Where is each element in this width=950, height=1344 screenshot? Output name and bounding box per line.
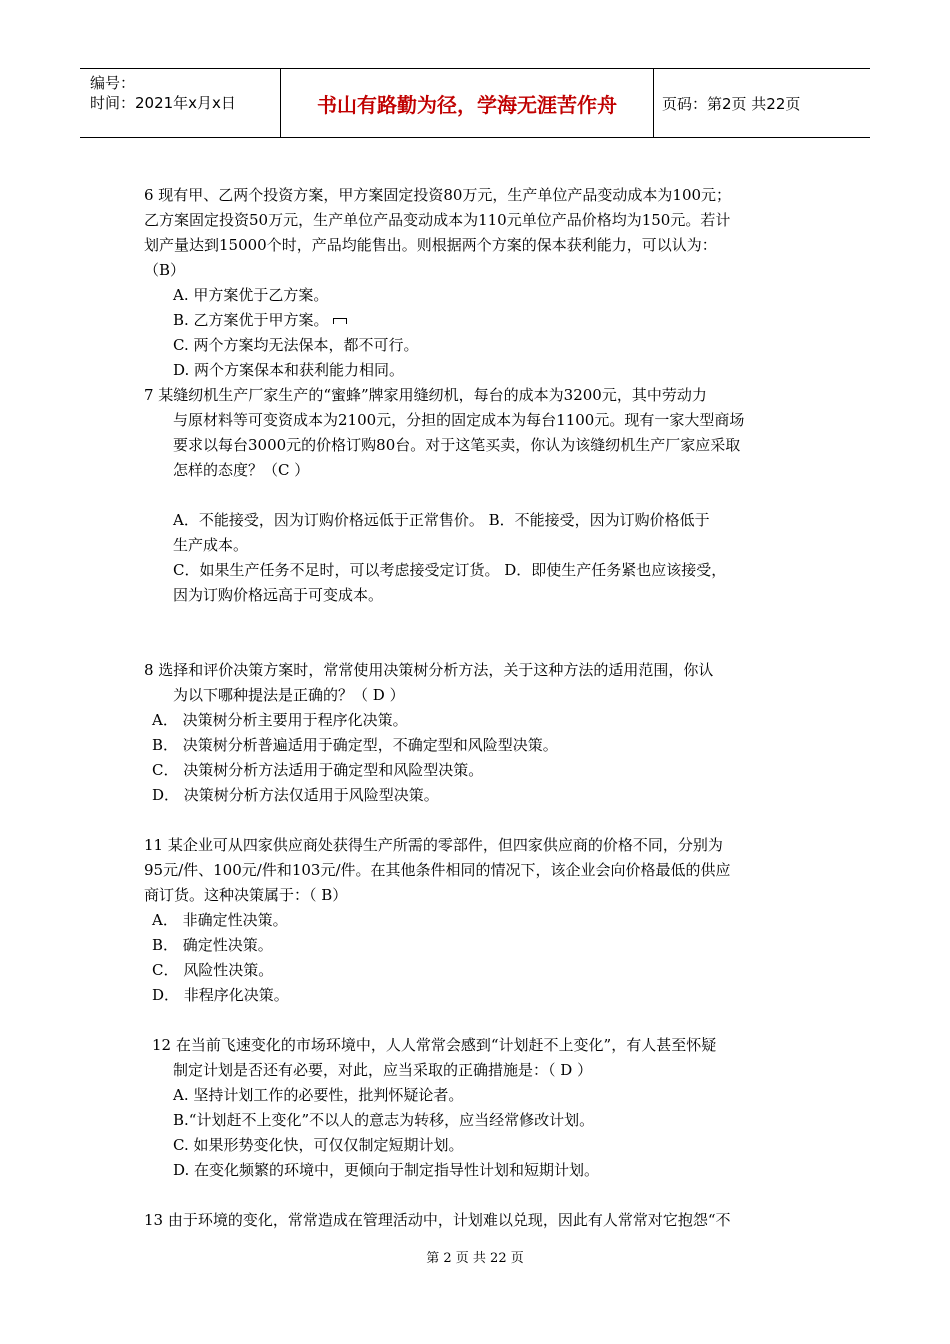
- page-header: [80, 68, 870, 138]
- date-label: 时间：2021年x月x日: [90, 94, 236, 112]
- option-line: A. 坚持计划工作的必要性，批判怀疑论者。: [173, 1086, 464, 1104]
- option-line: C. 如果形势变化快，可仅仅制定短期计划。: [173, 1136, 464, 1154]
- body-line: 为以下哪种提法是正确的？（ D ）: [173, 686, 405, 704]
- option-line: A. 甲方案优于乙方案。: [173, 286, 329, 304]
- bracket-mark-icon: [333, 318, 347, 324]
- body-line: 制定计划是否还有必要，对此，应当采取的正确措施是：（ D ）: [173, 1061, 593, 1079]
- body-line: 要求以每台3000元的价格订购80台。对于这笔买卖，你认为该缝纫机生产厂家应采取: [173, 436, 741, 454]
- option-line: 生产成本。: [173, 536, 249, 554]
- body-line: 怎样的态度？（C ）: [173, 461, 310, 479]
- option-line: C． 决策树分析方法适用于确定型和风险型决策。: [152, 761, 484, 779]
- option-line: 因为订购价格远高于可变成本。: [173, 586, 384, 604]
- body-line: 乙方案固定投资50万元，生产单位产品变动成本为110元单位产品价格均为150元。若计: [144, 211, 731, 229]
- option-line: D. 两个方案保本和获利能力相同。: [173, 361, 405, 379]
- body-line: 6 现有甲、乙两个投资方案，甲方案固定投资80万元，生产单位产品变动成本为100元；: [144, 186, 732, 204]
- option-line: B． 决策树分析普遍适用于确定型，不确定型和风险型决策。: [152, 736, 558, 754]
- body-line: 划产量达到15000个时，产品均能售出。则根据两个方案的保本获利能力，可以认为：: [144, 236, 717, 254]
- body-line: （B）: [144, 261, 186, 279]
- option-line: A． 决策树分析主要用于程序化决策。: [152, 711, 408, 729]
- body-line: 商订货。这种决策属于：（ B）: [144, 886, 348, 904]
- option-line: D. 在变化频繁的环境中，更倾向于制定指导性计划和短期计划。: [173, 1161, 600, 1179]
- option-line: B.“计划赶不上变化”不以人的意志为转移，应当经常修改计划。: [173, 1111, 595, 1129]
- body-line: 12 在当前飞速变化的市场环境中，人人常常会感到“计划赶不上变化”，有人甚至怀疑: [152, 1036, 717, 1054]
- option-line: C．如果生产任务不足时，可以考虑接受定订货。 D．即使生产任务紧也应该接受，: [173, 561, 727, 579]
- option-line: B． 确定性决策。: [152, 936, 273, 954]
- option-line: A．不能接受，因为订购价格远低于正常售价。 B．不能接受，因为订购价格低于: [173, 511, 710, 529]
- header-meta: [80, 69, 281, 137]
- body-line: 7 某缝纫机生产厂家生产的“蜜蜂”牌家用缝纫机，每台的成本为3200元，其中劳动力: [144, 386, 707, 404]
- option-line: C． 风险性决策。: [152, 961, 274, 979]
- body-line: 95元/件、100元/件和103元/件。在其他条件相同的情况下，该企业会向价格最低的供应: [144, 861, 731, 879]
- option-line: D． 决策树分析方法仅适用于风险型决策。: [152, 786, 439, 804]
- option-line: A． 非确定性决策。: [152, 911, 288, 929]
- body-line: 13 由于环境的变化，常常造成在管理活动中，计划难以兑现，因此有人常常对它抱怨“不: [144, 1211, 731, 1229]
- option-line: D． 非程序化决策。: [152, 986, 289, 1004]
- number-label: 编号：: [90, 74, 136, 92]
- option-line: B. 乙方案优于甲方案。: [173, 310, 347, 330]
- header-motto: 书山有路勤为径，学海无涯苦作舟: [281, 69, 654, 137]
- header-page-info: 页码：第2页 共22页: [662, 94, 801, 113]
- option-line: C. 两个方案均无法保本，都不可行。: [173, 336, 419, 354]
- body-line: 11 某企业可从四家供应商处获得生产所需的零部件，但四家供应商的价格不同，分别为: [144, 836, 723, 854]
- body-line: 与原材料等可变资成本为2100元，分担的固定成本为每台1100元。现有一家大型商场: [173, 411, 745, 429]
- body-line: 8 选择和评价决策方案时，常常使用决策树分析方法，关于这种方法的适用范围，你认: [144, 661, 714, 679]
- page-footer: 第 2 页 共 22 页: [426, 1251, 524, 1266]
